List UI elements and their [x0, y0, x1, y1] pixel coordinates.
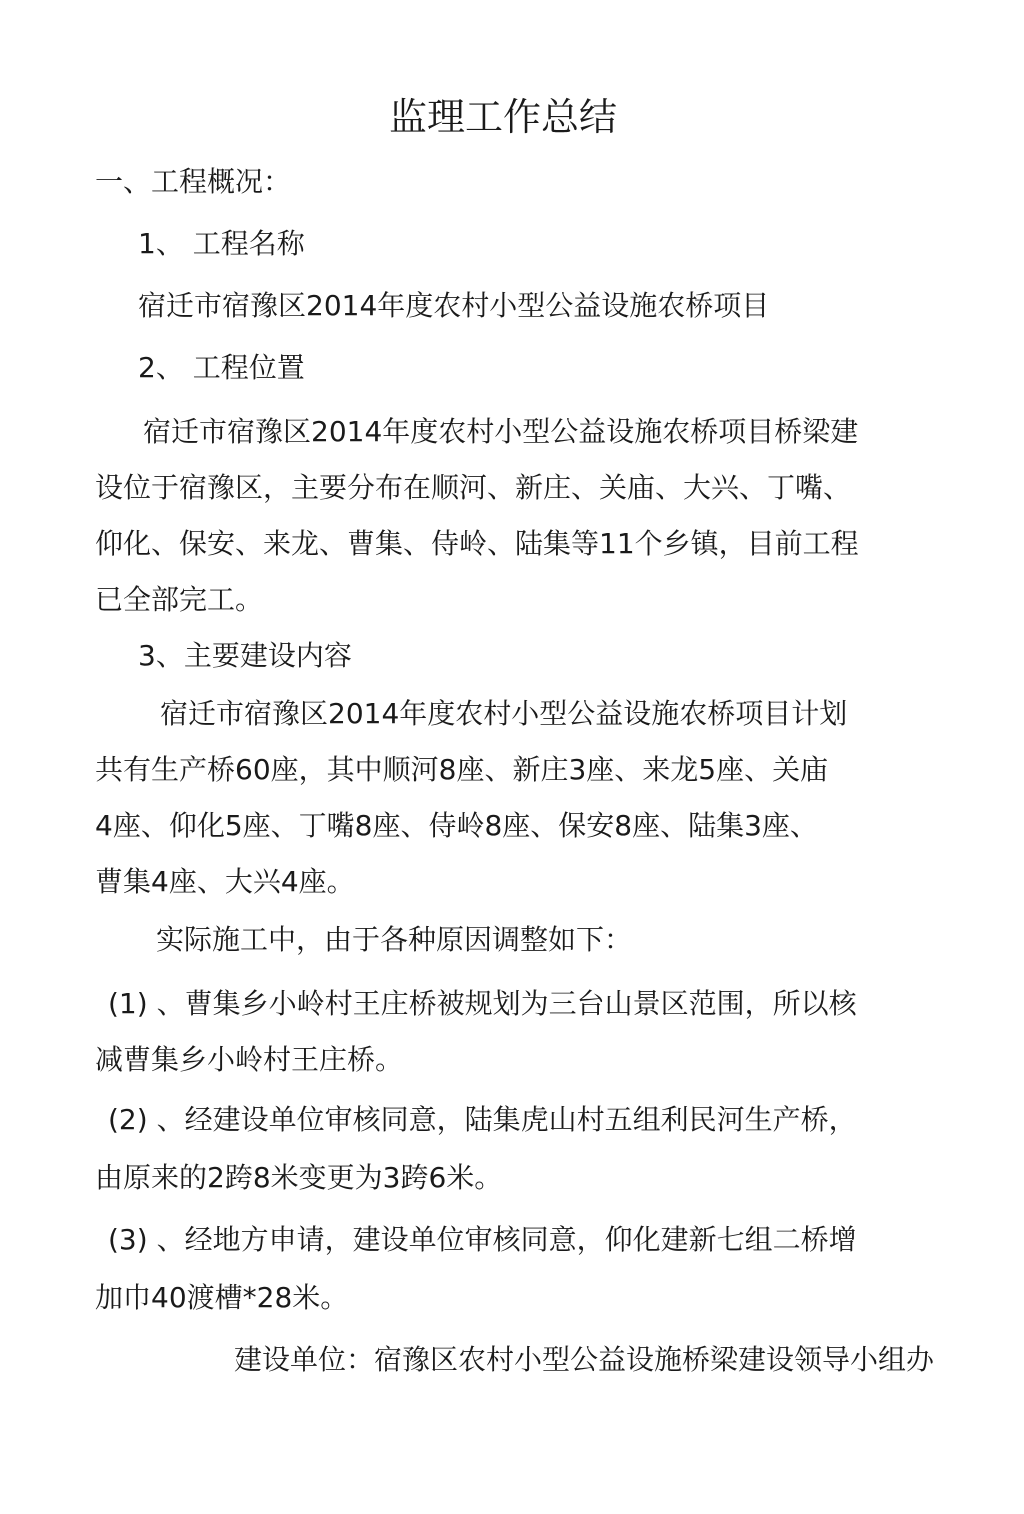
item2-label: 2、 工程位置 [138, 351, 305, 384]
adjustment-item-line2: 减曹集乡小岭村王庄桥。 [95, 1043, 404, 1076]
adjustment-item-line1: (2) 、经建设单位审核同意，陆集虎山村五组利民河生产桥， [108, 1103, 857, 1136]
item3-line: 4座、仰化5座、丁嘴8座、侍岭8座、保安8座、陆集3座、 [95, 809, 818, 842]
item2-line: 仰化、保安、来龙、曹集、侍岭、陆集等11个乡镇，目前工程 [95, 527, 859, 560]
item2-line: 已全部完工。 [95, 583, 264, 616]
adjustment-item-line1: (1) 、曹集乡小岭村王庄桥被规划为三台山景区范围，所以核 [108, 987, 857, 1020]
item3-label: 3、主要建设内容 [138, 639, 352, 672]
item1-label: 1、 工程名称 [138, 227, 305, 260]
item3-line: 宿迁市宿豫区2014年度农村小型公益设施农桥项目计划 [160, 697, 848, 730]
adjustments-intro: 实际施工中，由于各种原因调整如下： [156, 923, 633, 956]
item2-line: 宿迁市宿豫区2014年度农村小型公益设施农桥项目桥梁建 [143, 415, 859, 448]
item1-text: 宿迁市宿豫区2014年度农村小型公益设施农桥项目 [138, 289, 770, 322]
section-heading-overview: 一、工程概况： [95, 165, 292, 198]
item3-line: 曹集4座、大兴4座。 [95, 865, 355, 898]
page-title: 监理工作总结 [389, 95, 618, 139]
item2-line: 设位于宿豫区，主要分布在顺河、新庄、关庙、大兴、丁嘴、 [95, 471, 852, 504]
signature-line: 建设单位：宿豫区农村小型公益设施桥梁建设领导小组办 [234, 1343, 935, 1376]
item3-line: 共有生产桥60座，其中顺河8座、新庄3座、来龙5座、关庙 [95, 753, 829, 786]
adjustment-item-line2: 加巾40渡槽*28米。 [95, 1281, 349, 1314]
adjustment-item-line2: 由原来的2跨8米变更为3跨6米。 [95, 1161, 503, 1194]
adjustment-item-line1: (3) 、经地方申请，建设单位审核同意，仰化建新七组二桥增 [108, 1223, 857, 1256]
